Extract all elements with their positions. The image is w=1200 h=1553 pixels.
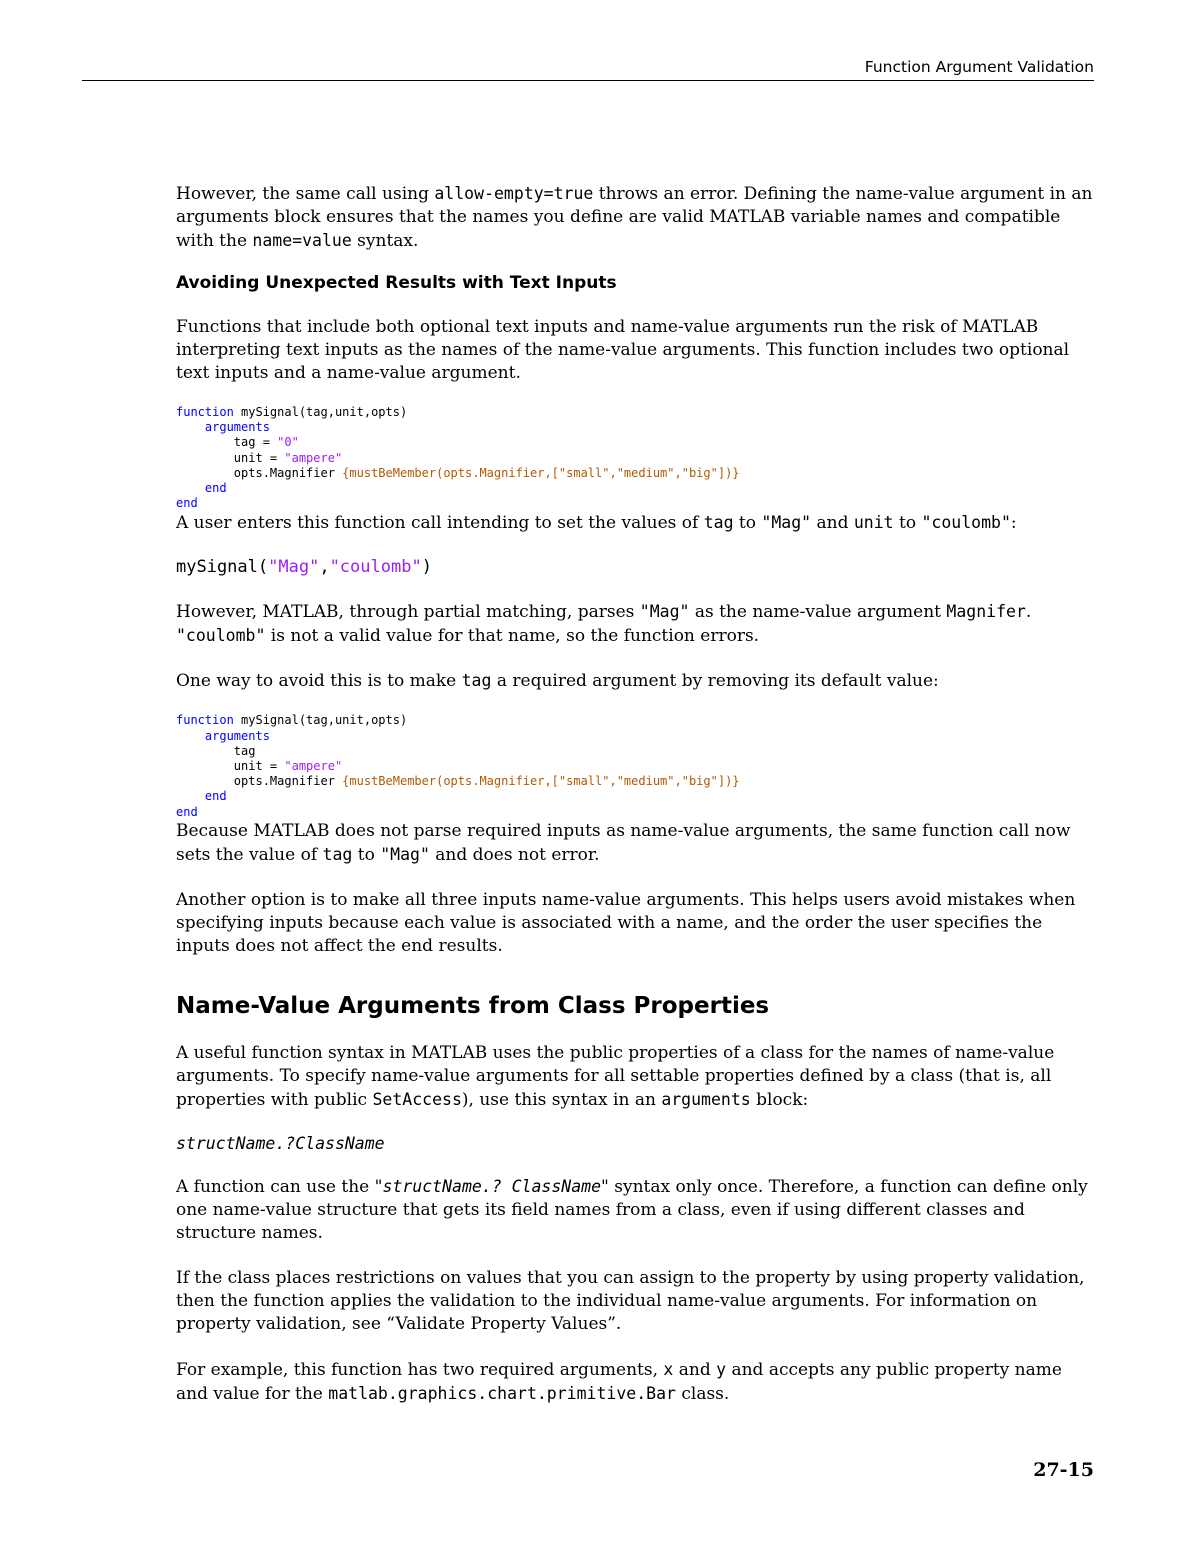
- paragraph-syntax-once: [176, 1175, 1094, 1245]
- code-text: unit =: [233, 450, 285, 465]
- text: However, MATLAB, through partial matching, parses: [176, 602, 640, 623]
- inline-code: "coulomb": [921, 513, 1011, 533]
- keyword: end: [176, 804, 198, 819]
- code-string: "0": [277, 435, 299, 450]
- text: throws an error. Defining the name-value argument in an arguments block ensures that the names you define are valid MATLAB variable names and compatible with the: [176, 184, 1093, 251]
- text: ), use this syntax in an: [461, 1089, 662, 1110]
- code-text: tag: [233, 743, 256, 758]
- syntax-line: structName.?ClassName: [176, 1133, 385, 1153]
- page-content: [176, 182, 1094, 1406]
- text: to: [893, 513, 922, 534]
- code-string: "ampere": [284, 759, 343, 774]
- section-heading-class-properties: Name-Value Arguments from Class Properties: [176, 992, 770, 1019]
- code-text: opts.Magnifier: [233, 774, 343, 789]
- keyword: end: [204, 481, 227, 496]
- code-string: "Mag": [268, 557, 320, 578]
- code-text: opts.Magnifier: [233, 465, 343, 480]
- text: A useful function syntax in MATLAB uses the public properties of a class for the names of name-value arguments. To specify name-value arguments for all settable properties defined by a class (that is, all properties with public: [176, 1042, 1055, 1110]
- keyword: arguments: [204, 728, 270, 743]
- text: and: [811, 513, 854, 534]
- keyword: function: [176, 405, 234, 419]
- text: A user enters this function call intending to set the values of: [176, 513, 704, 534]
- header-rule: [82, 80, 1094, 81]
- code-text: mySignal(: [176, 557, 269, 578]
- text: and accepts any public property name and value for the: [176, 1359, 1062, 1404]
- code-string: "coulomb": [329, 557, 422, 578]
- text: syntax.: [351, 231, 419, 251]
- paragraph-user-call: [176, 511, 1094, 535]
- text: .: [1025, 602, 1032, 623]
- running-header: Function Argument Validation: [864, 58, 1094, 76]
- code-text: unit =: [233, 759, 285, 774]
- text: block:: [750, 1089, 809, 1110]
- inline-code: "Mag": [380, 844, 430, 864]
- text: a required argument by removing its default value:: [491, 671, 939, 692]
- code-text: ,: [319, 557, 330, 578]
- inline-code: tag: [322, 844, 353, 864]
- keyword: arguments: [204, 420, 270, 435]
- inline-code: name=value: [252, 231, 352, 250]
- text: class.: [675, 1383, 730, 1404]
- paragraph-required-not-parsed: [176, 820, 1094, 867]
- text: and: [673, 1359, 717, 1380]
- inline-code: unit: [853, 513, 894, 533]
- text: A function can use the ": [176, 1176, 383, 1197]
- text: However, the same call using: [176, 184, 435, 204]
- text: is not a valid value for that name, so the function errors.: [265, 626, 760, 647]
- code-text: mySignal(tag,unit,opts): [233, 713, 408, 728]
- code-text: mySignal(tag,unit,opts): [233, 405, 408, 419]
- paragraph-useful-syntax: [176, 1042, 1094, 1112]
- paragraph-required-argument: [176, 669, 1094, 693]
- code-text: ): [421, 557, 432, 578]
- paragraph-example-bar: [176, 1358, 1094, 1406]
- text: Because MATLAB does not parse required inputs as name-value arguments, the same function call now sets the value of: [176, 820, 1071, 865]
- code-validator: {mustBeMember(opts.Magnifier,["small","medium","big"])}: [342, 465, 740, 480]
- page-number: 27-15: [1033, 1459, 1094, 1481]
- inline-code: "Mag": [761, 513, 812, 533]
- inline-code: allow-empty=true: [434, 184, 594, 203]
- code-text: tag =: [233, 435, 278, 450]
- code-validator: {mustBeMember(opts.Magnifier,["small","medium","big"])}: [342, 774, 740, 789]
- inline-code: tag: [461, 671, 492, 691]
- keyword: end: [176, 496, 198, 511]
- text: One way to avoid this is to make: [176, 671, 462, 692]
- text: For example, this function has two required arguments,: [176, 1359, 664, 1380]
- inline-code: y: [716, 1359, 727, 1379]
- inline-code: matlab.graphics.chart.primitive.Bar: [328, 1383, 676, 1403]
- text: to: [352, 844, 381, 865]
- text: as the name-value argument: [689, 602, 947, 623]
- text: and does not error.: [429, 844, 600, 865]
- code-block-1: [176, 405, 1094, 511]
- inline-code: SetAccess: [372, 1089, 462, 1109]
- section-heading-text-inputs: Avoiding Unexpected Results with Text Inputs: [176, 273, 617, 293]
- inline-code: "Mag": [639, 602, 690, 622]
- function-call-example: [176, 556, 1094, 579]
- paragraph-text-inputs-risk: Functions that include both optional text inputs and name-value arguments run the risk of MATLAB interpreting text inputs as the names of the name-value arguments. This function includes two optional text inputs and a name-value argument.: [176, 317, 1070, 383]
- inline-code: "coulomb": [176, 626, 266, 646]
- keyword: end: [204, 789, 227, 804]
- paragraph-another-option: Another option is to make all three inputs name-value arguments. This helps users avoid mistakes when specifying inputs because each value is associated with a name, and the order the user specifies the inputs does not affect the end results.: [176, 889, 1076, 956]
- inline-code: tag: [703, 513, 734, 533]
- keyword: function: [176, 713, 234, 728]
- inline-code: arguments: [661, 1089, 751, 1109]
- code-string: "ampere": [284, 450, 343, 465]
- text: :: [1010, 513, 1017, 534]
- inline-code: Magnifer: [946, 602, 1026, 622]
- text: " syntax only once. Therefore, a function can define only one name-value structure that gets its field names from a class, even if using different classes and structure names.: [176, 1176, 1088, 1243]
- inline-code: structName.? ClassName: [382, 1176, 602, 1196]
- code-block-2: [176, 713, 1094, 819]
- paragraph-partial-matching: [176, 600, 1094, 648]
- paragraph-property-validation: If the class places restrictions on values that you can assign to the property by using property validation, then the function applies the validation to the individual name-value arguments. For information on property validation, see “Validate Property Values”.: [176, 1267, 1085, 1334]
- paragraph-allow-empty: [176, 182, 1094, 253]
- inline-code: x: [663, 1359, 674, 1379]
- text: to: [733, 513, 762, 534]
